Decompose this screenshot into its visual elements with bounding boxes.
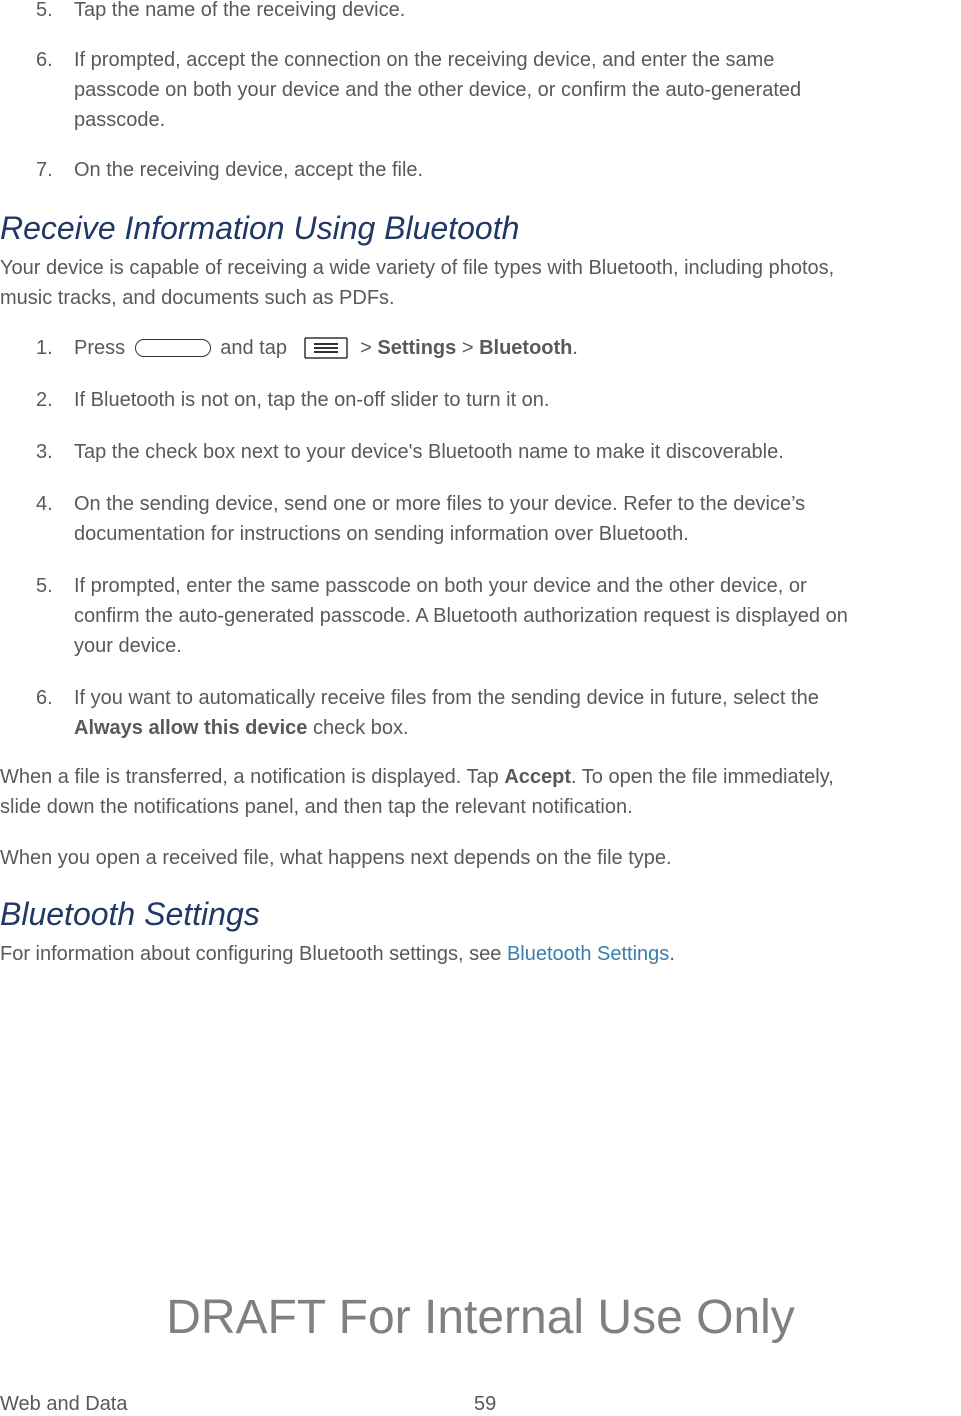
- list-text: If prompted, accept the connection on the receiving device, and enter the same passcode on both your device and the other device, or confirm the auto-generated passcode.: [74, 49, 802, 131]
- list-item: [36, 385, 961, 415]
- accept-label: Accept: [504, 766, 572, 788]
- list-item: [36, 489, 961, 549]
- list-number: 2.: [36, 389, 53, 411]
- list-item: [36, 0, 961, 25]
- list-item: [36, 571, 961, 661]
- list-text: On the receiving device, accept the file.: [74, 159, 424, 181]
- list-text: check box.: [313, 717, 409, 739]
- footer-section: Web and Data: [0, 1393, 128, 1415]
- list-text: If prompted, enter the same passcode on both your device and the other device, or confirm the auto-generated passcode. A Bluetooth authorization request is displayed on your device.: [74, 575, 848, 657]
- para-text: .: [669, 943, 675, 965]
- accept-paragraph: [0, 762, 961, 822]
- settings-paragraph: [0, 939, 961, 969]
- list-item: [36, 437, 961, 467]
- list-item: [36, 155, 961, 185]
- list-number: 6.: [36, 687, 53, 709]
- menu-icon: [303, 336, 349, 360]
- list-number: 5.: [36, 0, 53, 21]
- bluetooth-label: Bluetooth: [479, 337, 573, 359]
- and-tap-text: and tap: [220, 337, 287, 359]
- list-number: 5.: [36, 575, 53, 597]
- list-number: 7.: [36, 159, 53, 181]
- list-text: If you want to automatically receive files from the sending device in future, select the: [74, 687, 819, 709]
- list-text: Tap the check box next to your device's Bluetooth name to make it discoverable.: [74, 441, 784, 463]
- steps-list-send: [36, 0, 961, 185]
- breadcrumb-separator: >: [360, 337, 372, 359]
- always-allow-label: Always allow this device: [74, 717, 308, 739]
- page-number: 59: [474, 1393, 497, 1415]
- settings-label: Settings: [377, 337, 457, 359]
- home-key-icon: [135, 339, 211, 357]
- press-text: Press: [74, 337, 126, 359]
- steps-list-receive: [36, 333, 961, 743]
- para-text: When a file is transferred, a notification is displayed. Tap: [0, 766, 505, 788]
- list-number: 3.: [36, 441, 53, 463]
- para-text: For information about configuring Bluetooth settings, see: [0, 943, 507, 965]
- para-text: . To open the file immediately, slide down the notifications panel, and then tap the relevant notification.: [0, 766, 834, 818]
- list-number: 1.: [36, 337, 53, 359]
- list-item: [36, 333, 961, 363]
- section-heading-settings: Bluetooth Settings: [0, 896, 260, 932]
- bluetooth-settings-link[interactable]: Bluetooth Settings: [506, 943, 670, 965]
- section-intro: Your device is capable of receiving a wide variety of file types with Bluetooth, including photos, music tracks, and documents such as PDFs.: [0, 257, 835, 309]
- list-number: 4.: [36, 493, 53, 515]
- section-heading-receive: Receive Information Using Bluetooth: [0, 210, 520, 246]
- list-text: Tap the name of the receiving device.: [74, 0, 406, 21]
- period: .: [572, 337, 578, 359]
- list-item: [36, 683, 961, 743]
- draft-watermark: DRAFT For Internal Use Only: [166, 1291, 795, 1344]
- list-item: [36, 45, 961, 135]
- list-text: If Bluetooth is not on, tap the on-off slider to turn it on.: [74, 389, 550, 411]
- breadcrumb-separator: >: [461, 337, 474, 359]
- list-text: On the sending device, send one or more files to your device. Refer to the device’s documentation for instructions on sending information over Bluetooth.: [74, 493, 806, 545]
- list-number: 6.: [36, 49, 53, 71]
- open-paragraph: When you open a received file, what happens next depends on the file type.: [0, 847, 672, 869]
